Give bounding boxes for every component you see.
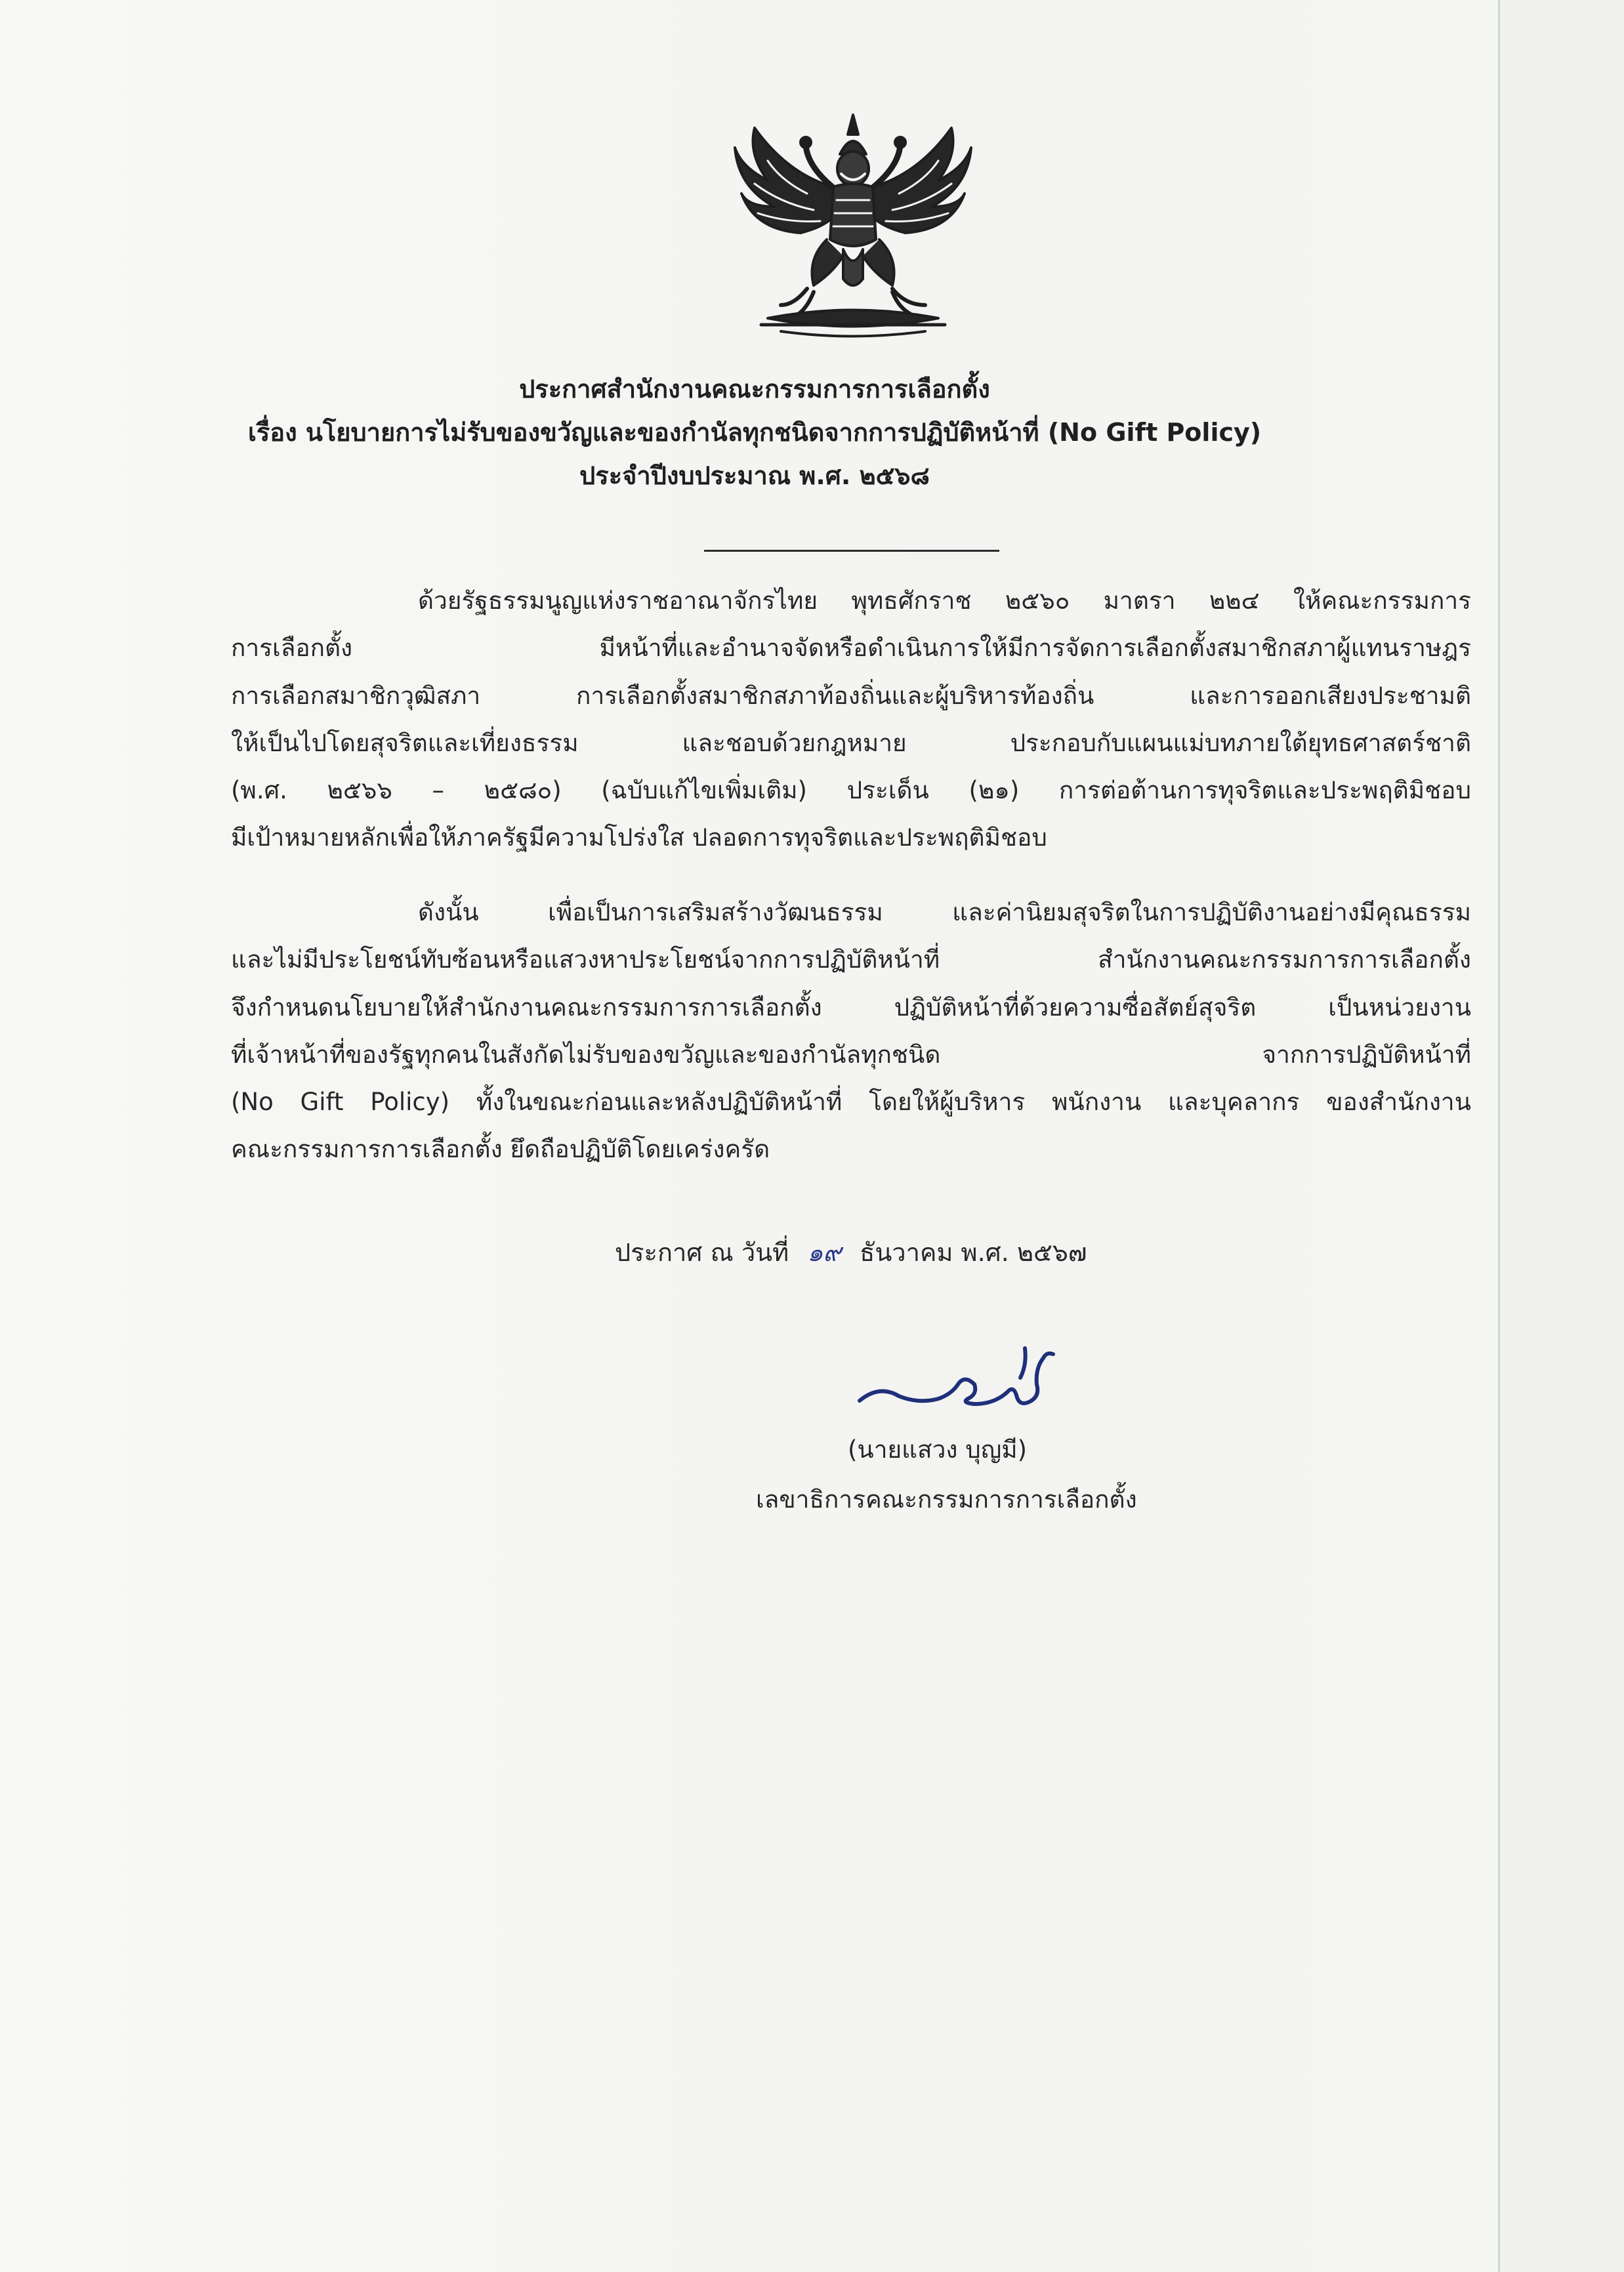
paragraph-1-line: ให้เป็นไปโดยสุจริตและเที่ยงธรรม และชอบด้วยกฎหมาย ประกอบกับแผนแม่บทภายใต้ยุทธศาสตร์ชาติ (231, 728, 1471, 757)
paragraph-2 (231, 889, 1471, 1174)
signatory-name: (นายแสวง บุญมี) (848, 1435, 1028, 1464)
date-day: ๑๙ (807, 1238, 842, 1267)
paragraph-1-line: การเลือกตั้ง มีหน้าที่และอำนาจจัดหรือดำเนินการให้มีการจัดการเลือกตั้งสมาชิกสภาผู้แทนราษฎร (231, 634, 1471, 663)
title-line-1: ประกาศสำนักงานคณะกรรมการการเลือกตั้ง (519, 375, 990, 403)
paragraph-2-line: ที่เจ้าหน้าที่ของรัฐทุกคนในสังกัดไม่รับของขวัญและของกำนัลทุกชนิด จากการปฏิบัติหน้าที่ (231, 1040, 1471, 1069)
date-month-year: ธันวาคม พ.ศ. ๒๕๖๗ (860, 1238, 1087, 1267)
handwritten-signature (853, 1338, 1063, 1424)
announcement-date (615, 1232, 1087, 1272)
paragraph-1-line: มีเป้าหมายหลักเพื่อให้ภาครัฐมีความโปร่งใส ปลอดการทุจริตและประพฤติมิชอบ (231, 823, 1047, 852)
paragraph-2-line: คณะกรรมการการเลือกตั้ง ยึดถือปฏิบัติโดยเคร่งครัด (231, 1135, 770, 1164)
signatory-position: เลขาธิการคณะกรรมการการเลือกตั้ง (756, 1485, 1137, 1514)
paragraph-1-line: (พ.ศ. ๒๕๖๖ – ๒๕๘๐) (ฉบับแก้ไขเพิ่มเติม) ประเด็น (๒๑) การต่อต้านการทุจริตและประพฤติมิชอบ (231, 776, 1471, 805)
garuda-emblem-icon (728, 108, 978, 344)
title-line-2: เรื่อง นโยบายการไม่รับของขวัญและของกำนัลทุกชนิดจากการปฏิบัติหน้าที่ (No Gift Policy) (247, 418, 1262, 447)
paragraph-1 (231, 577, 1471, 862)
page-edge-line (1498, 0, 1500, 2272)
date-prefix: ประกาศ ณ วันที่ (615, 1238, 789, 1267)
page-edge-shade (1500, 0, 1624, 2272)
title-divider (704, 550, 999, 552)
paragraph-1-line: ด้วยรัฐธรรมนูญแห่งราชอาณาจักรไทย พุทธศักราช ๒๕๖๐ มาตรา ๒๒๔ ให้คณะกรรมการ (418, 587, 1471, 615)
paragraph-2-line: จึงกำหนดนโยบายให้สำนักงานคณะกรรมการการเลือกตั้ง ปฏิบัติหน้าที่ด้วยความซื่อสัตย์สุจริต เป็นหน่วยงาน (231, 993, 1471, 1022)
announcement-title (197, 367, 1312, 497)
paragraph-1-line: การเลือกสมาชิกวุฒิสภา การเลือกตั้งสมาชิกสภาท้องถิ่นและผู้บริหารท้องถิ่น และการออกเสียงประชามติ (231, 681, 1471, 710)
paragraph-2-line: และไม่มีประโยชน์ทับซ้อนหรือแสวงหาประโยชน์จากการปฏิบัติหน้าที่ สำนักงานคณะกรรมการการเลือกตั้ง (231, 945, 1471, 974)
paragraph-2-line: ดังนั้น เพื่อเป็นการเสริมสร้างวัฒนธรรม และค่านิยมสุจริตในการปฏิบัติงานอย่างมีคุณธรรม (418, 898, 1471, 926)
title-line-3: ประจำปีงบประมาณ พ.ศ. ๒๕๖๘ (579, 461, 930, 490)
paragraph-2-line: (No Gift Policy) ทั้งในขณะก่อนและหลังปฏิบัติหน้าที่ โดยให้ผู้บริหาร พนักงาน และบุคลากร ของสำนักงาน (231, 1088, 1471, 1117)
